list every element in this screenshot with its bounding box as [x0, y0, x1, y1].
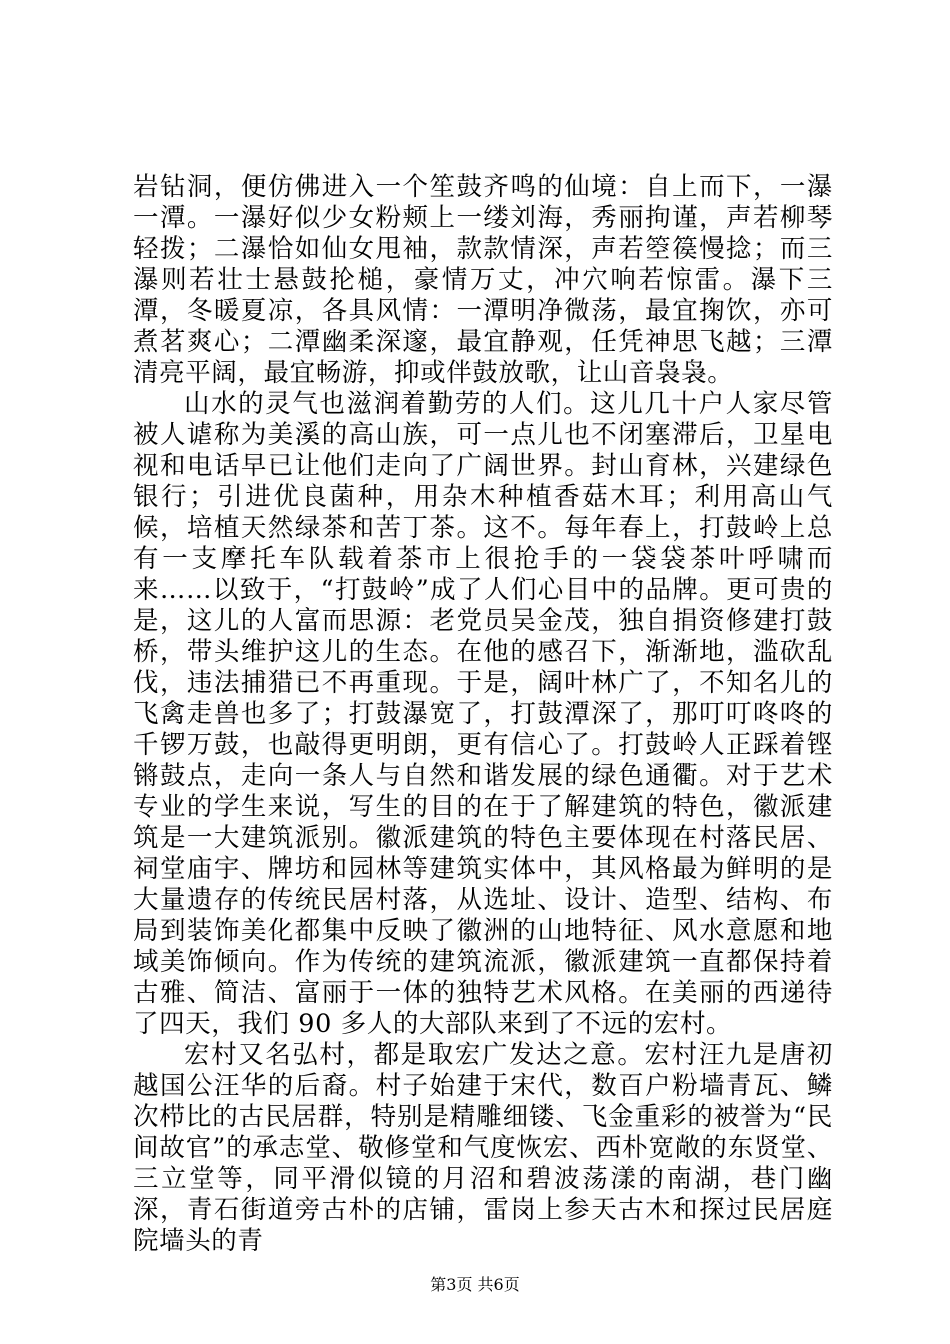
paragraph-hongcun: 宏村又名弘村，都是取宏广发达之意。宏村汪九是唐初越国公汪华的后裔。村子始建于宋代，数百户粉墙青瓦、鳞次栉比的古民居群，特别是精雕细镂、飞金重彩的被誉为“民间故官”的承志堂、敬修堂和气度恢宏、西朴宽敞的东贤堂、三立堂等，同平滑似镜的月沼和碧波荡漾的南湖，巷门幽深，青石街道旁古朴的店铺，雷岗上参天古木和探过民居庭院墙头的青	[133, 1040, 833, 1256]
page-number-footer: 第3页 共6页	[430, 1275, 520, 1294]
paragraph-villagers: 山水的灵气也滋润着勤劳的人们。这儿几十户人家尽管被人谑称为美溪的高山族，可一点儿也不闭塞滞后，卫星电视和电话早已让他们走向了广阔世界。封山育林，兴建绿色银行；引进优良菌种，用杂木种植香菇木耳；利用高山气候，培植天然绿茶和苦丁茶。这不。每年春上，打鼓岭上总有一支摩托车队载着茶市上很抢手的一袋袋茶叶呼啸而来……以致于，“打鼓岭”成了人们心目中的品牌。更可贵的是，这儿的人富而思源：老党员吴金茂，独自捐资修建打鼓桥，带头维护这儿的生态。在他的感召下，渐渐地，滥砍乱伐，违法捕猎已不再重现。于是，阔叶林广了，不知名儿的飞禽走兽也多了；打鼓瀑宽了，打鼓潭深了，那叮叮咚咚的千锣万鼓，也敲得更明朗，更有信心了。打鼓岭人正踩着铿锵鼓点，走向一条人与自然和谐发展的绿色通衢。对于艺术专业的学生来说，写生的目的在于了解建筑的特色，徽派建筑是一大建筑派别。徽派建筑的特色主要体现在村落民居、祠堂庙宇、牌坊和园林等建筑实体中，其风格最为鲜明的是大量遗存的传统民居村落，从选址、设计、造型、结构、布局到装饰美化都集中反映了徽洲的山地特征、风水意愿和地域美饰倾向。作为传统的建筑流派，徽派建筑一直都保持着古雅、简洁、富丽于一体的独特艺术风格。在美丽的西递待了四天，我们 90 多人的大部队来到了不远的宏村。	[133, 389, 833, 1039]
body-text	[133, 172, 833, 1257]
paragraph-continued: 岩钻洞，便仿佛进入一个笙鼓齐鸣的仙境：自上而下，一瀑一潭。一瀑好似少女粉颊上一缕刘海，秀丽拘谨，声若柳琴轻拨；二瀑恰如仙女甩袖，款款情深，声若箜篌慢捻；而三瀑则若壮士悬鼓抡槌，豪情万丈，冲穴响若惊雷。瀑下三潭，冬暖夏凉，各具风情：一潭明净微荡，最宜掬饮，亦可煮茗爽心；二潭幽柔深邃，最宜静观，任凭神思飞越；三潭清亮平阔，最宜畅游，抑或伴鼓放歌，让山音袅袅。	[133, 172, 833, 388]
